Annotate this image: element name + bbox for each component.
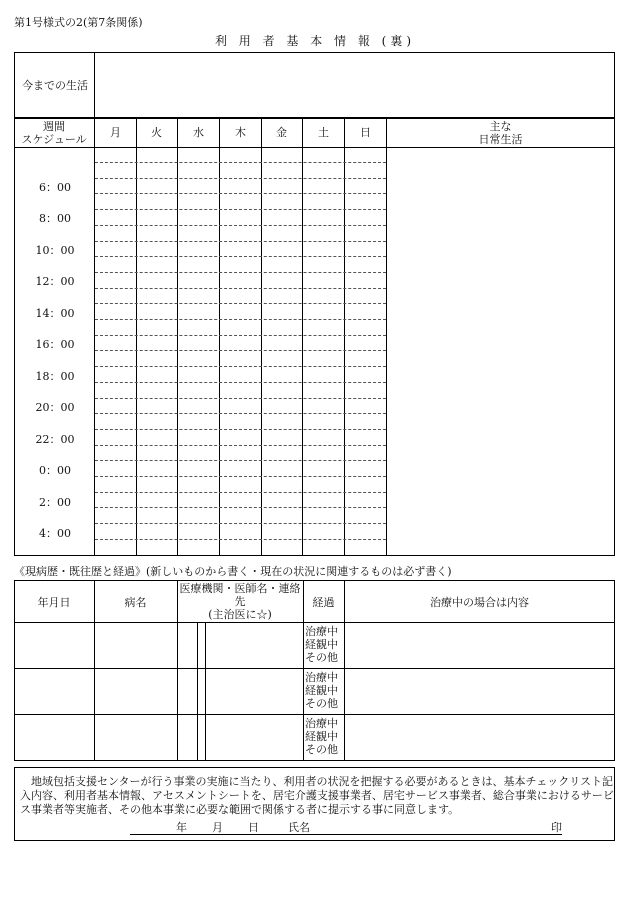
- schedule-slot-line: [95, 460, 386, 461]
- progress-options-row1[interactable]: [305, 625, 338, 664]
- col-medical-line1: 医療機関・医師名・連絡: [179, 582, 301, 595]
- col-medical-line3: (主治医に☆): [208, 608, 272, 621]
- weekly-schedule-table: [14, 118, 615, 556]
- schedule-slot-line: [95, 492, 386, 493]
- progress-option[interactable]: その他: [305, 651, 338, 664]
- main-life-header: [386, 120, 615, 146]
- schedule-slot-line: [95, 445, 386, 446]
- progress-option[interactable]: 経観中: [305, 730, 338, 743]
- main-life-line2: 日常生活: [478, 133, 523, 146]
- schedule-label-line2: スケジュール: [21, 133, 87, 146]
- time-label: 22：00: [35, 433, 75, 446]
- schedule-slot-line: [95, 476, 386, 477]
- col-progress: 経過: [312, 596, 335, 609]
- schedule-slot-line: [95, 507, 386, 508]
- day-sat: 土: [318, 126, 329, 139]
- schedule-slot-line: [95, 382, 386, 383]
- time-label: 2：00: [39, 496, 71, 509]
- schedule-label-line1: 週間: [43, 120, 65, 133]
- sign-month: 月: [212, 821, 223, 834]
- progress-option[interactable]: その他: [305, 697, 338, 710]
- signature-line: [130, 834, 562, 835]
- time-label: 12：00: [35, 275, 75, 288]
- time-label: 0：00: [39, 464, 71, 477]
- time-label: 4：00: [39, 527, 71, 540]
- schedule-slot-line: [95, 193, 386, 194]
- schedule-slot-line: [95, 319, 386, 320]
- time-label: 16：00: [35, 338, 75, 351]
- schedule-slot-line: [95, 335, 386, 336]
- schedule-slot-line: [95, 413, 386, 414]
- progress-options-row2[interactable]: [305, 671, 338, 710]
- col-medical: [177, 582, 303, 621]
- schedule-slot-line: [95, 429, 386, 430]
- time-label: 8：00: [39, 212, 71, 225]
- consent-text: 地域包括支援センターが行う事業の実施に当たり、利用者の状況を把握する必要があるときは、基本チェックリスト記入内容、利用者基本情報、アセスメントシートを、居宅介護支援事業者、居宅サービス事業者、総合事業におけるサービス事業者等実施者、その他本事業に必要な範囲で関係する者に提示する事に同意します。: [20, 775, 614, 816]
- sign-day: 日: [248, 821, 259, 834]
- page-title: 利 用 者 基 本 情 報 (裏): [214, 34, 416, 48]
- schedule-slot-line: [95, 178, 386, 179]
- progress-option[interactable]: 経観中: [305, 638, 338, 651]
- day-wed: 水: [193, 126, 204, 139]
- schedule-slot-line: [95, 523, 386, 524]
- life-history-label: 今までの生活: [22, 79, 88, 92]
- progress-option[interactable]: その他: [305, 743, 338, 756]
- progress-option[interactable]: 治療中: [305, 625, 338, 638]
- col-medical-line2: 先: [234, 595, 246, 608]
- schedule-slot-line: [95, 288, 386, 289]
- form-number: 第1号様式の2(第7条関係): [14, 16, 143, 29]
- sign-name-label: 氏名: [288, 821, 310, 834]
- schedule-slot-line: [95, 366, 386, 367]
- progress-options-row3[interactable]: [305, 717, 338, 756]
- sign-year: 年: [176, 821, 187, 834]
- schedule-slot-line: [95, 398, 386, 399]
- schedule-slot-line: [95, 272, 386, 273]
- signature-field[interactable]: [316, 819, 546, 834]
- schedule-slot-line: [95, 241, 386, 242]
- sign-seal: 印: [551, 821, 562, 834]
- time-label: 20：00: [35, 401, 75, 414]
- time-label: 6：00: [39, 181, 71, 194]
- day-tue: 火: [151, 126, 162, 139]
- col-disease: 病名: [124, 596, 147, 609]
- schedule-slot-line: [95, 256, 386, 257]
- time-label: 18：00: [35, 370, 75, 383]
- history-section-title: 《現病歴・既往歴と経過》(新しいものから書く・現在の状況に関連するものは必ず書く): [14, 565, 452, 578]
- schedule-label: [14, 120, 94, 146]
- main-life-line1: 主な: [489, 120, 512, 133]
- time-label: 14：00: [35, 307, 75, 320]
- schedule-slot-line: [95, 303, 386, 304]
- schedule-slot-line: [95, 225, 386, 226]
- progress-option[interactable]: 治療中: [305, 671, 338, 684]
- progress-option[interactable]: 治療中: [305, 717, 338, 730]
- day-thu: 木: [235, 126, 246, 139]
- time-label: 10：00: [35, 244, 75, 257]
- col-date: 年月日: [37, 596, 71, 609]
- life-history-field[interactable]: [96, 54, 613, 116]
- schedule-slot-line: [95, 350, 386, 351]
- schedule-slot-line: [95, 209, 386, 210]
- day-mon: 月: [110, 126, 121, 139]
- schedule-slot-line: [95, 539, 386, 540]
- schedule-slot-line: [95, 162, 386, 163]
- day-fri: 金: [276, 126, 287, 139]
- progress-option[interactable]: 経観中: [305, 684, 338, 697]
- col-treatment: 治療中の場合は内容: [430, 596, 529, 609]
- day-sun: 日: [360, 126, 371, 139]
